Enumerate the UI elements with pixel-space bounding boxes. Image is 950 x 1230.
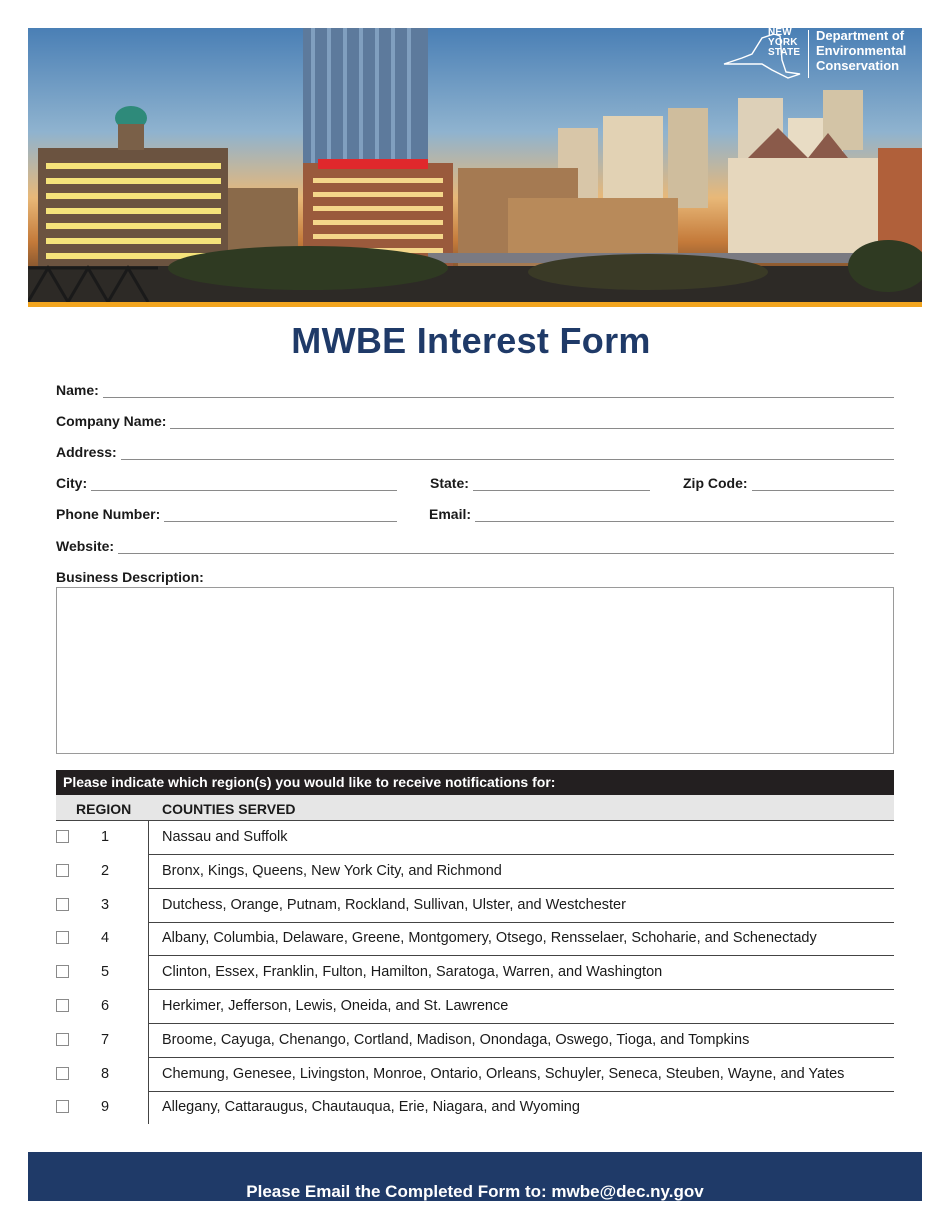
website-label: Website: <box>56 538 115 554</box>
table-row <box>56 821 894 855</box>
table-row <box>56 855 894 889</box>
address-input-line[interactable] <box>121 445 894 460</box>
logo-divider <box>808 30 809 78</box>
phone-number-field[interactable] <box>56 502 397 522</box>
email-input-line[interactable] <box>475 507 894 522</box>
region-number: 9 <box>100 1099 110 1115</box>
business-description-label: Business Description: <box>56 569 204 585</box>
counties-served: Herkimer, Jefferson, Lewis, Oneida, and St. Lawrence <box>162 998 509 1014</box>
company-name-input-line[interactable] <box>170 414 894 429</box>
city-field[interactable] <box>56 471 397 491</box>
region-column-label: REGION <box>76 801 132 817</box>
table-row <box>56 889 894 923</box>
zip-code-field[interactable] <box>683 471 894 491</box>
state-input-line[interactable] <box>473 476 650 491</box>
table-row <box>56 990 894 1024</box>
counties-served: Bronx, Kings, Queens, New York City, and Richmond <box>162 863 502 879</box>
zip-code-input-line[interactable] <box>752 476 894 491</box>
table-row <box>56 1024 894 1058</box>
counties-served: Broome, Cayuga, Chenango, Cortland, Madison, Onondaga, Oswego, Tioga, and Tompkins <box>162 1032 750 1048</box>
banner-accent-rule <box>28 302 922 307</box>
region-number: 8 <box>100 1066 110 1082</box>
email-field[interactable] <box>429 502 894 522</box>
name-label: Name: <box>56 382 99 398</box>
state-label: State: <box>430 475 469 491</box>
region-checkbox[interactable] <box>56 1067 69 1080</box>
region-checkbox[interactable] <box>56 898 69 911</box>
counties-served: Chemung, Genesee, Livingston, Monroe, Ontario, Orleans, Schuyler, Seneca, Steuben, Wayne, and Yates <box>162 1066 845 1082</box>
region-number: 7 <box>100 1032 110 1048</box>
region-number: 5 <box>100 964 110 980</box>
website-field[interactable] <box>56 534 894 554</box>
regions-instruction-header: Please indicate which region(s) you would like to receive notifications for: <box>56 770 894 795</box>
counties-served: Clinton, Essex, Franklin, Fulton, Hamilton, Saratoga, Warren, and Washington <box>162 964 663 980</box>
city-label: City: <box>56 475 88 491</box>
name-field[interactable] <box>56 378 894 398</box>
business-description-textarea[interactable] <box>56 587 894 754</box>
table-row <box>56 922 894 956</box>
counties-served: Dutchess, Orange, Putnam, Rockland, Sullivan, Ulster, and Westchester <box>162 897 626 913</box>
regions-column-header <box>56 795 894 821</box>
state-field[interactable] <box>430 471 650 491</box>
page-title: MWBE Interest Form <box>291 320 651 361</box>
name-input-line[interactable] <box>103 383 894 398</box>
region-checkbox[interactable] <box>56 830 69 843</box>
region-checkbox[interactable] <box>56 965 69 978</box>
address-label: Address: <box>56 444 117 460</box>
header-banner-photo <box>28 28 922 302</box>
phone-number-input-line[interactable] <box>164 507 397 522</box>
submission-instructions-footer: Please Email the Completed Form to: mwbe@dec.ny.gov <box>28 1152 922 1201</box>
region-number: 1 <box>100 829 110 845</box>
department-name: Department of Environmental Conservation <box>816 28 907 73</box>
region-number: 2 <box>100 863 110 879</box>
counties-served: Allegany, Cattaraugus, Chautauqua, Erie, Niagara, and Wyoming <box>162 1099 580 1115</box>
table-row <box>56 1091 894 1125</box>
counties-served: Albany, Columbia, Delaware, Greene, Montgomery, Otsego, Rensselaer, Schoharie, and Schenectady <box>162 930 817 946</box>
region-checkbox[interactable] <box>56 864 69 877</box>
table-row <box>56 1058 894 1092</box>
region-checkbox[interactable] <box>56 931 69 944</box>
company-name-field[interactable] <box>56 409 894 429</box>
region-number: 3 <box>100 897 110 913</box>
zip-code-label: Zip Code: <box>683 475 748 491</box>
region-checkbox[interactable] <box>56 999 69 1012</box>
counties-served: Nassau and Suffolk <box>162 829 288 845</box>
email-label: Email: <box>429 506 472 522</box>
company-name-label: Company Name: <box>56 413 167 429</box>
address-field[interactable] <box>56 440 894 460</box>
region-checkbox[interactable] <box>56 1033 69 1046</box>
table-row <box>56 956 894 990</box>
website-input-line[interactable] <box>118 539 894 554</box>
nys-dec-logo <box>722 28 918 104</box>
region-number: 4 <box>100 930 110 946</box>
new-york-state-wordmark: NEW YORK STATE <box>768 28 801 58</box>
phone-number-label: Phone Number: <box>56 506 161 522</box>
region-checkbox[interactable] <box>56 1100 69 1113</box>
business-description-label-row <box>56 565 894 585</box>
city-input-line[interactable] <box>91 476 397 491</box>
counties-column-label: COUNTIES SERVED <box>162 801 296 817</box>
region-number: 6 <box>100 998 110 1014</box>
